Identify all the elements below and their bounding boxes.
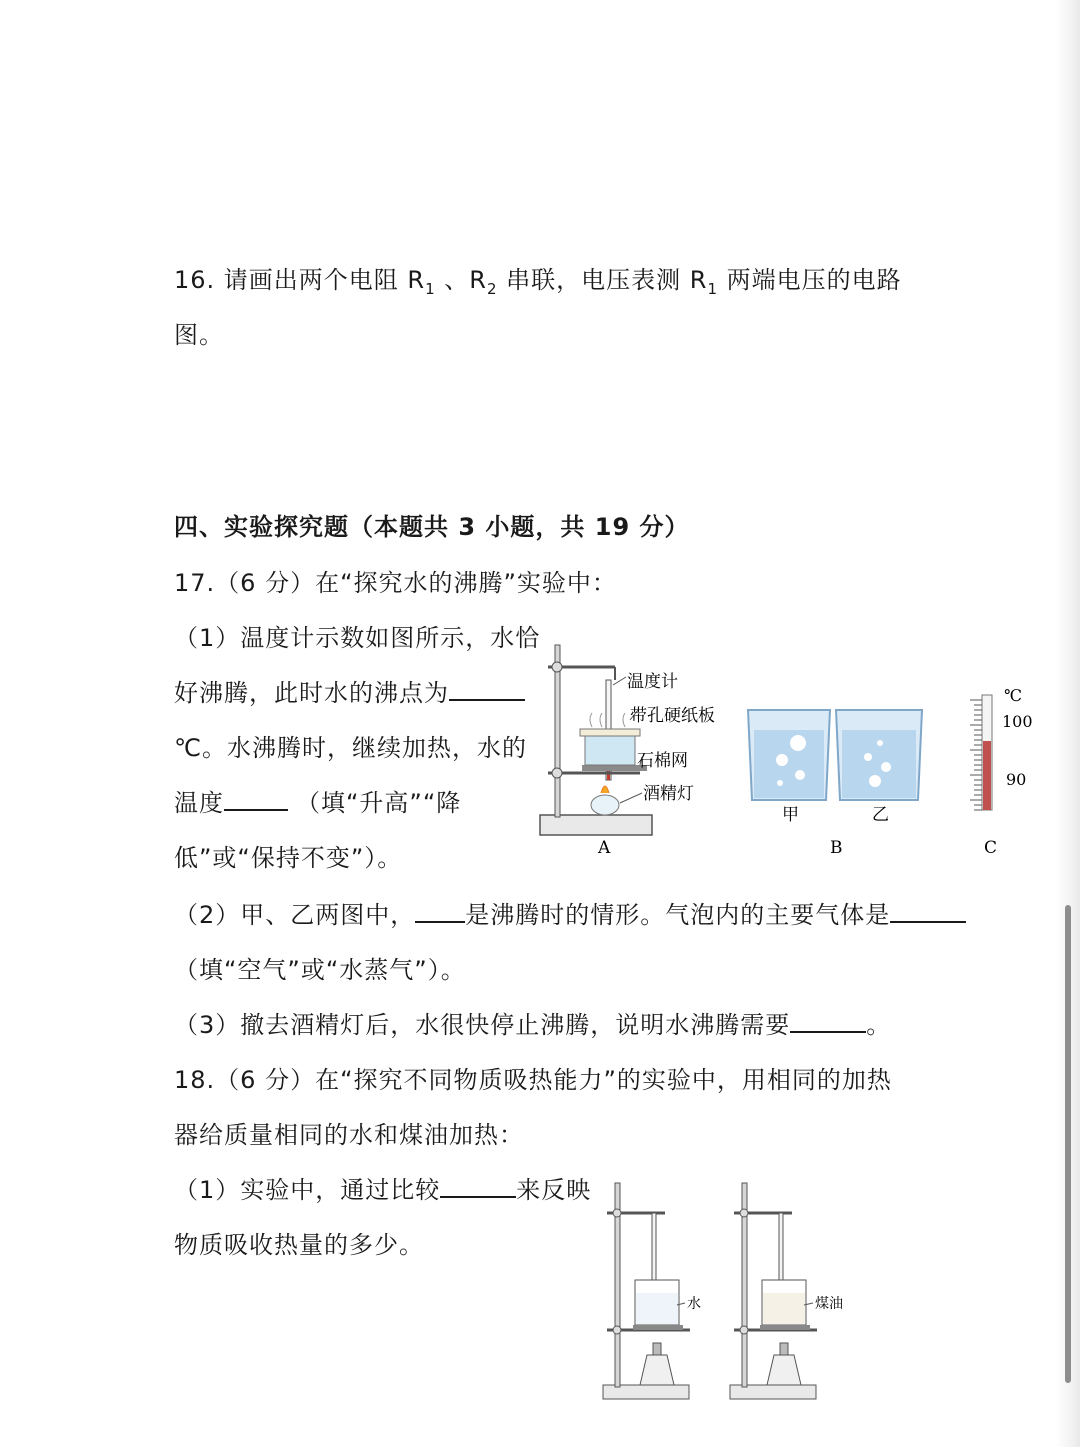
label-lamp: 酒精灯	[643, 784, 694, 804]
tick-90: 90	[1006, 770, 1027, 789]
label-a: A	[598, 838, 611, 858]
figure-c-thermometer	[970, 686, 1033, 858]
q17-p1-line2-text: 好沸腾，此时水的沸点为	[174, 679, 449, 707]
q16-sub2: 2	[486, 280, 498, 298]
q18-p1-a: （1）实验中，通过比较	[174, 1176, 441, 1204]
q16-text-c: 串联，电压表测 R	[506, 266, 708, 294]
blank-bubble-gas[interactable]	[890, 901, 966, 923]
water-apparatus	[603, 1183, 701, 1399]
scrollbar-thumb[interactable]	[1065, 905, 1071, 1383]
thermometer-fill	[983, 741, 991, 810]
q17-p2-line1	[174, 900, 966, 930]
blank-boiling-condition[interactable]	[790, 1011, 866, 1033]
q16-line1	[174, 265, 902, 298]
q16-text-b: 、R	[444, 266, 487, 294]
label-thermometer: 温度计	[627, 672, 678, 692]
label-c: C	[984, 838, 998, 858]
blank-boiling-figure[interactable]	[415, 901, 465, 923]
q16-text-d: 两端电压的电路	[726, 266, 902, 294]
q17-p1-line1: （1）温度计示数如图所示，水恰	[174, 624, 541, 652]
section4-points: 19	[594, 513, 631, 541]
q16-line2: 图。	[174, 321, 224, 349]
heating-experiment-figure	[595, 1175, 875, 1425]
q17-p1-line5: 低”或“保持不变”）。	[174, 844, 403, 872]
label-cardboard: 带孔硬纸板	[630, 706, 715, 726]
q17-p3	[174, 1010, 891, 1040]
q17-p3-a: （3）撤去酒精灯后，水很快停止沸腾，说明水沸腾需要	[174, 1011, 791, 1039]
thermometer-ticks	[970, 700, 982, 810]
label-water: 水	[687, 1296, 701, 1312]
q18-p1-b: 来反映	[516, 1176, 592, 1204]
figure-b-beakers	[748, 710, 922, 858]
section4-title-b: 小题，共	[476, 513, 595, 541]
q17-p1-line2	[174, 678, 525, 708]
q16-sub3: 1	[707, 280, 719, 298]
q16-sub1: 1	[425, 280, 436, 298]
q18-header-line2: 器给质量相同的水和煤油加热：	[174, 1121, 524, 1149]
label-kerosene: 煤油	[815, 1296, 843, 1312]
tick-100: 100	[1002, 712, 1033, 731]
q18-p1-line1	[174, 1175, 591, 1205]
label-yi: 乙	[872, 805, 889, 825]
q17-p1-line3: ℃。水沸腾时，继续加热，水的	[174, 734, 527, 762]
q17-p2-a: （2）甲、乙两图中，	[174, 901, 416, 929]
kerosene-apparatus	[730, 1183, 843, 1399]
blank-comparison-quantity[interactable]	[440, 1176, 516, 1198]
section4-title	[174, 512, 690, 542]
q17-p2-line2: （填“空气”或“水蒸气”）。	[174, 956, 466, 984]
q18-p1-line2: 物质吸收热量的多少。	[174, 1231, 424, 1259]
section4-count: 3	[458, 513, 477, 541]
label-jia: 甲	[782, 805, 799, 825]
q18-header-line1: 18.（6 分）在“探究不同物质吸热能力”的实验中，用相同的加热	[174, 1066, 892, 1094]
label-gauze: 石棉网	[637, 751, 688, 771]
q17-header: 17.（6 分）在“探究水的沸腾”实验中：	[174, 569, 617, 597]
q17-p2-b: 是沸腾时的情形。气泡内的主要气体是	[465, 901, 891, 929]
q17-p1-line4-a: 温度	[174, 789, 224, 817]
boiling-experiment-figure	[530, 635, 1050, 860]
q17-p3-b: 。	[866, 1011, 892, 1039]
q17-p1-line4	[174, 788, 461, 818]
figure-a-apparatus	[540, 645, 715, 858]
section4-title-a: 四、实验探究题（本题共	[174, 513, 459, 541]
section4-title-c: 分）	[630, 513, 690, 541]
blank-boiling-point[interactable]	[449, 679, 525, 701]
label-b: B	[830, 838, 843, 858]
q16-text-a: 16. 请画出两个电阻 R	[174, 266, 426, 294]
label-celsius: ℃	[1004, 686, 1022, 705]
q17-p1-line4-b: （填“升高”“降	[296, 789, 462, 817]
blank-temperature-change[interactable]	[224, 789, 288, 811]
